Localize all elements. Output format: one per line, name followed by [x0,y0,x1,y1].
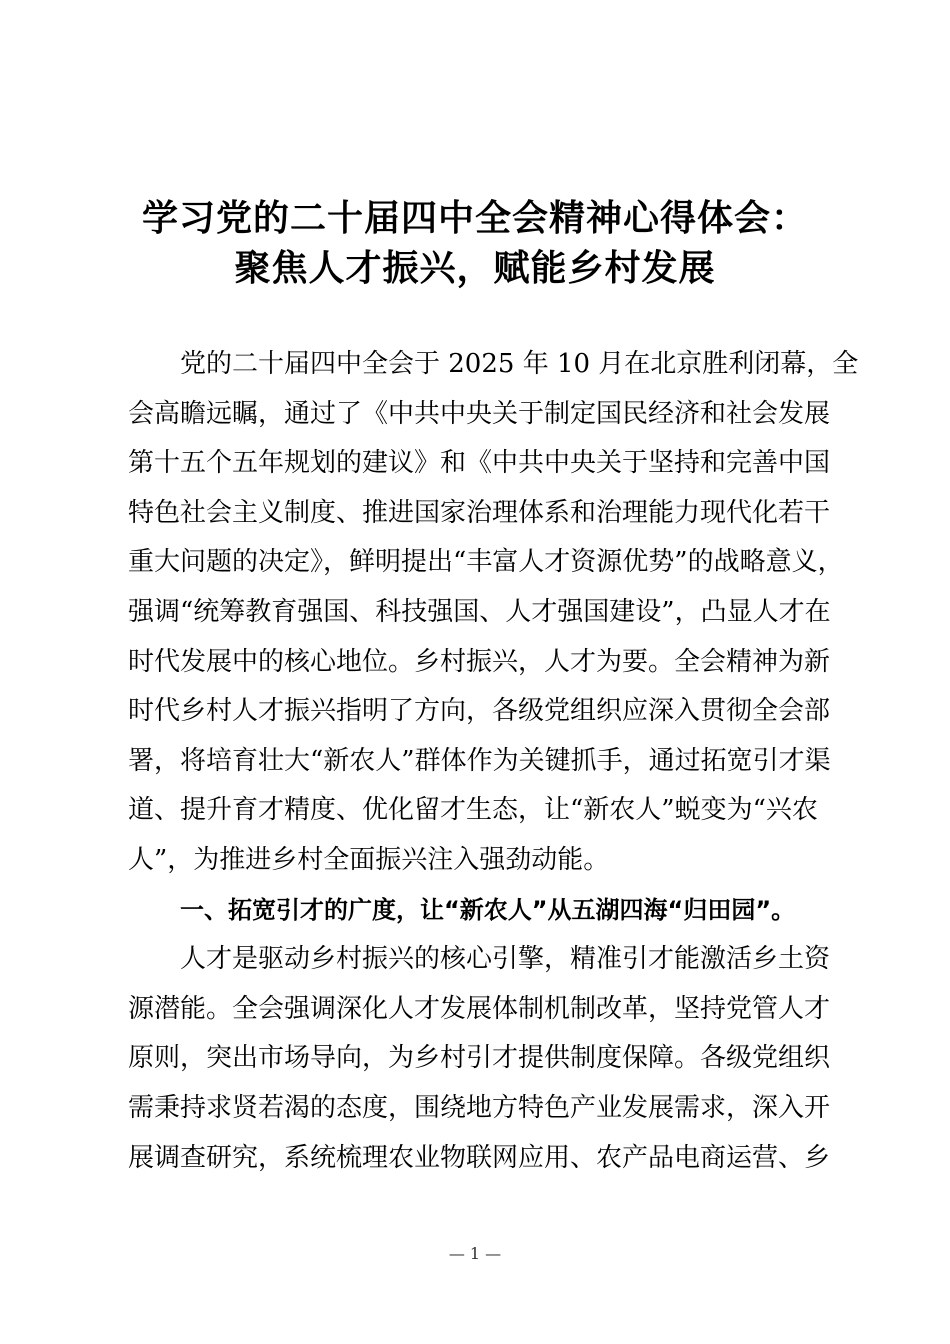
document-title-line-2: 聚焦人才振兴，赋能乡村发展 [234,248,716,289]
document-title-line-1: 学习党的二十届四中全会精神心得体会： [141,198,808,239]
paragraph-line: 人才是驱动乡村振兴的核心引擎，精准引才能激活乡土资 [180,944,831,975]
paragraph-line: 道、提升育才精度、优化留才生态，让“新农人”蜕变为“兴农 [128,795,818,826]
paragraph-line: 第十五个五年规划的建议》和《中共中央关于坚持和完善中国 [128,448,831,479]
paragraph-line: 重大问题的决定》，鲜明提出“丰富人才资源优势”的战略意义， [128,547,844,578]
paragraph-line: 展调查研究，系统梳理农业物联网应用、农产品电商运营、乡 [128,1142,831,1173]
paragraph-line: 源潜能。全会强调深化人才发展体制机制改革，坚持党管人才 [128,993,831,1024]
document-body [128,340,859,1183]
paragraph-line: 强调“统筹教育强国、科技强国、人才强国建设”，凸显人才在 [128,596,831,627]
paragraph-line: 时代发展中的核心地位。乡村振兴，人才为要。全会精神为新 [128,646,831,677]
page-number: — 1 — [448,1244,502,1263]
paragraph-line: 人”，为推进乡村全面振兴注入强劲动能。 [128,844,610,875]
paragraph-line: 署，将培育壮大“新农人”群体作为关键抓手，通过拓宽引才渠 [128,745,831,776]
paragraph-line: 原则，突出市场导向，为乡村引才提供制度保障。各级党组织 [128,1043,831,1074]
paragraph-line: 特色社会主义制度、推进国家治理体系和治理能力现代化若干 [128,497,831,528]
paragraph-line: 党的二十届四中全会于 2025 年 10 月在北京胜利闭幕，全 [180,349,859,379]
paragraph-line: 会高瞻远瞩，通过了《中共中央关于制定国民经济和社会发展 [128,398,831,429]
paragraph-line: 需秉持求贤若渴的态度，围绕地方特色产业发展需求，深入开 [128,1092,831,1123]
section-heading: 一、拓宽引才的广度，让“新农人”从五湖四海“归田园”。 [180,895,796,924]
paragraph-line: 时代乡村人才振兴指明了方向，各级党组织应深入贯彻全会部 [128,696,831,727]
